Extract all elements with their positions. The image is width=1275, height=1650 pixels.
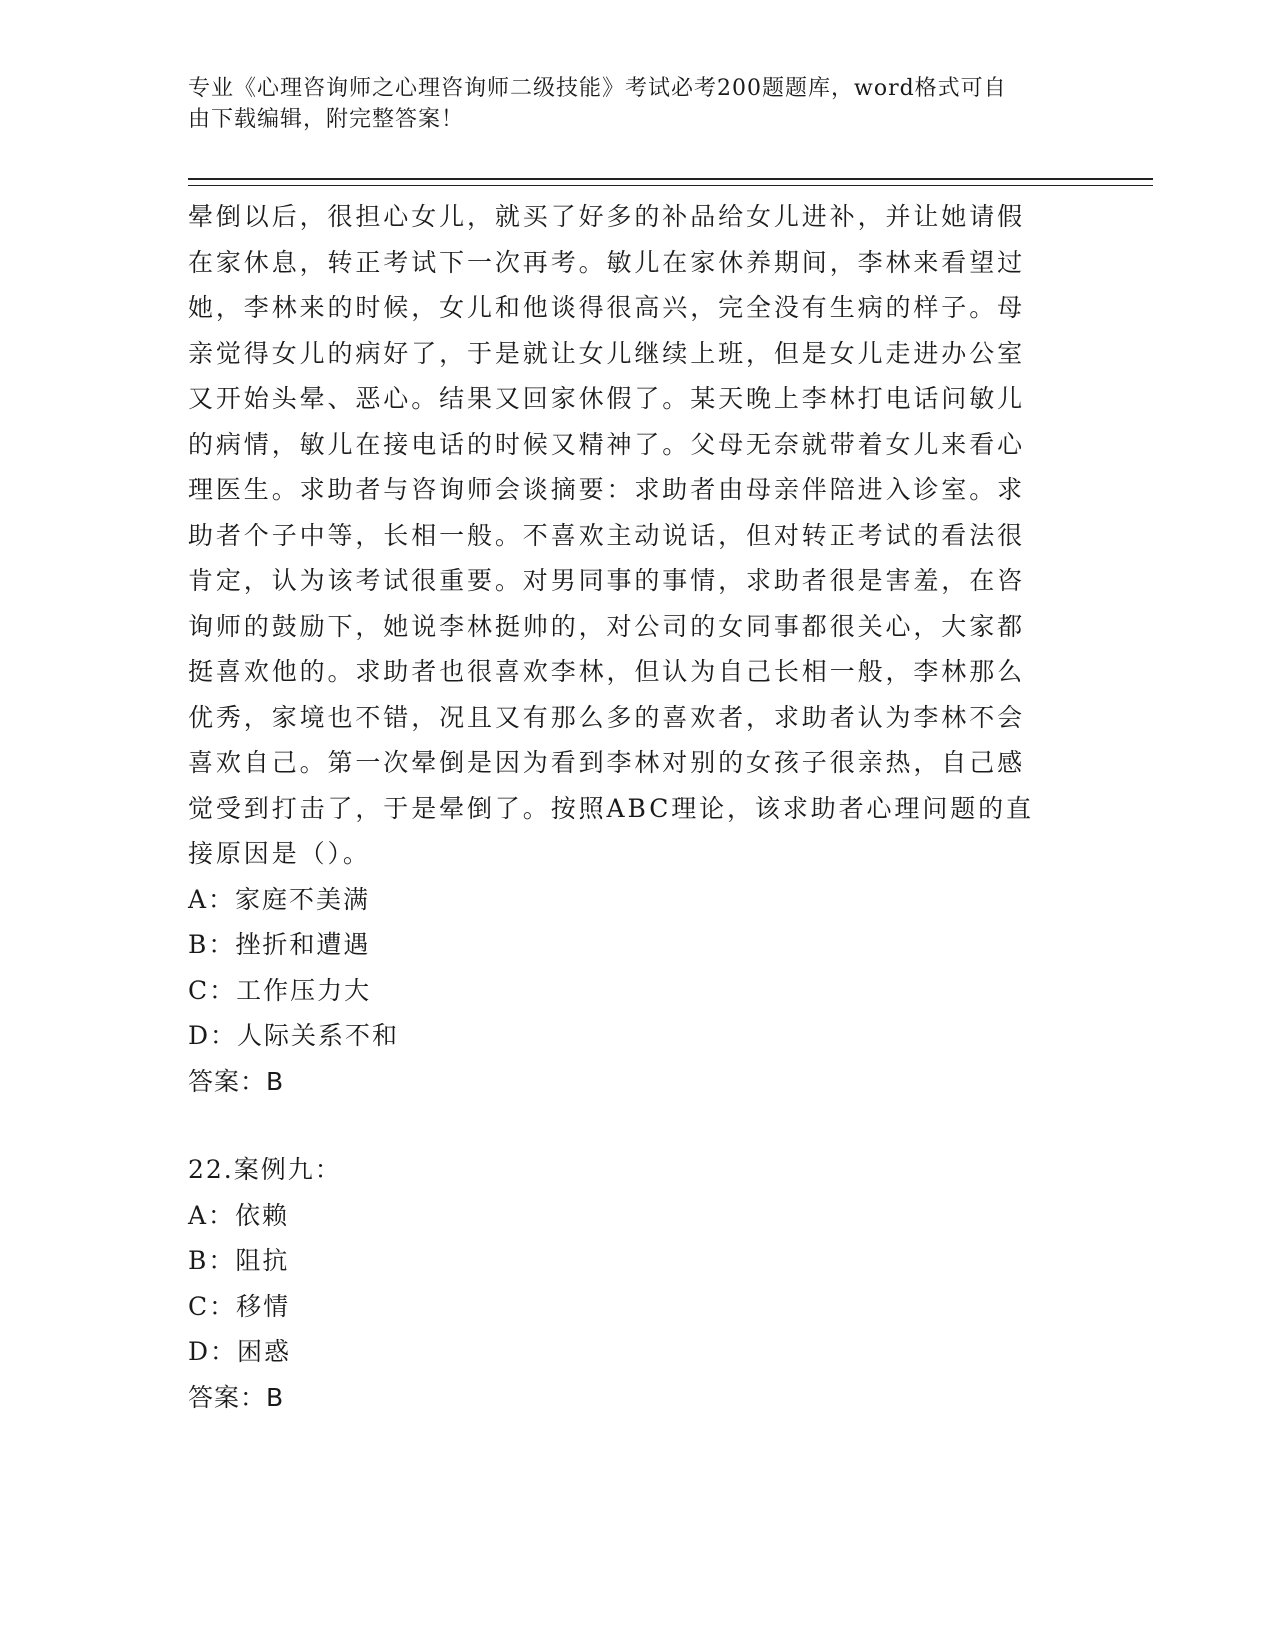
header-line-2: 由下载编辑，附完整答案！ (188, 107, 465, 132)
option-b: B：挫折和遭遇 (188, 930, 371, 959)
stem-line: 优秀，家境也不错，况且又有那么多的喜欢者，求助者认为李林不会 (188, 702, 1026, 732)
stem-line: 觉受到打击了，于是晕倒了。按照ABC理论，该求助者心理问题的直 (188, 793, 1034, 823)
option-b: B：阻抗 (188, 1246, 290, 1275)
stem-line: 又开始头晕、恶心。结果又回家休假了。某天晚上李林打电话问敏儿 (188, 384, 1026, 413)
stem-line: 的病情，敏儿在接电话的时候又精神了。父母无奈就带着女儿来看心 (188, 429, 1026, 459)
option-d: D：困惑 (188, 1337, 292, 1366)
header-divider-thin (188, 185, 1153, 186)
stem-line: 晕倒以后，很担心女儿，就买了好多的补品给女儿进补，并让她请假 (188, 202, 1026, 231)
option-d: D：人际关系不和 (188, 1021, 400, 1050)
question-21 (188, 194, 1068, 1104)
stem-line: 接原因是（）。 (188, 839, 371, 868)
header-divider-thick (188, 178, 1153, 180)
stem-line: 挺喜欢他的。求助者也很喜欢李林，但认为自己长相一般，李林那么 (188, 657, 1026, 686)
stem-line: 询师的鼓励下，她说李林挺帅的，对公司的女同事都很关心，大家都 (188, 611, 1026, 641)
question-title: 22.案例九： (188, 1155, 342, 1184)
option-c: C：移情 (188, 1291, 291, 1321)
option-c: C：工作压力大 (188, 975, 372, 1005)
question-22 (188, 1147, 1068, 1420)
option-a: A：依赖 (188, 1200, 290, 1230)
document-header (188, 73, 1068, 135)
stem-line: 喜欢自己。第一次晕倒是因为看到李林对别的女孩子很亲热，自己感 (188, 748, 1026, 777)
stem-line: 亲觉得女儿的病好了，于是就让女儿继续上班，但是女儿走进办公室 (188, 338, 1026, 368)
stem-line: 助者个子中等，长相一般。不喜欢主动说话，但对转正考试的看法很 (188, 520, 1026, 550)
answer-line: 答案：B (188, 1382, 285, 1412)
option-a: A：家庭不美满 (188, 884, 371, 914)
header-line-1: 专业《心理咨询师之心理咨询师二级技能》考试必考200题题库，word格式可自 (188, 76, 1007, 101)
stem-line: 肯定，认为该考试很重要。对男同事的事情，求助者很是害羞，在咨 (188, 566, 1026, 595)
stem-line: 在家休息，转正考试下一次再考。敏儿在家休养期间，李林来看望过 (188, 247, 1026, 277)
stem-line: 她，李林来的时候，女儿和他谈得很高兴，完全没有生病的样子。母 (188, 293, 1026, 322)
answer-line: 答案：B (188, 1066, 285, 1096)
stem-line: 理医生。求助者与咨询师会谈摘要：求助者由母亲伴陪进入诊室。求 (188, 475, 1026, 504)
